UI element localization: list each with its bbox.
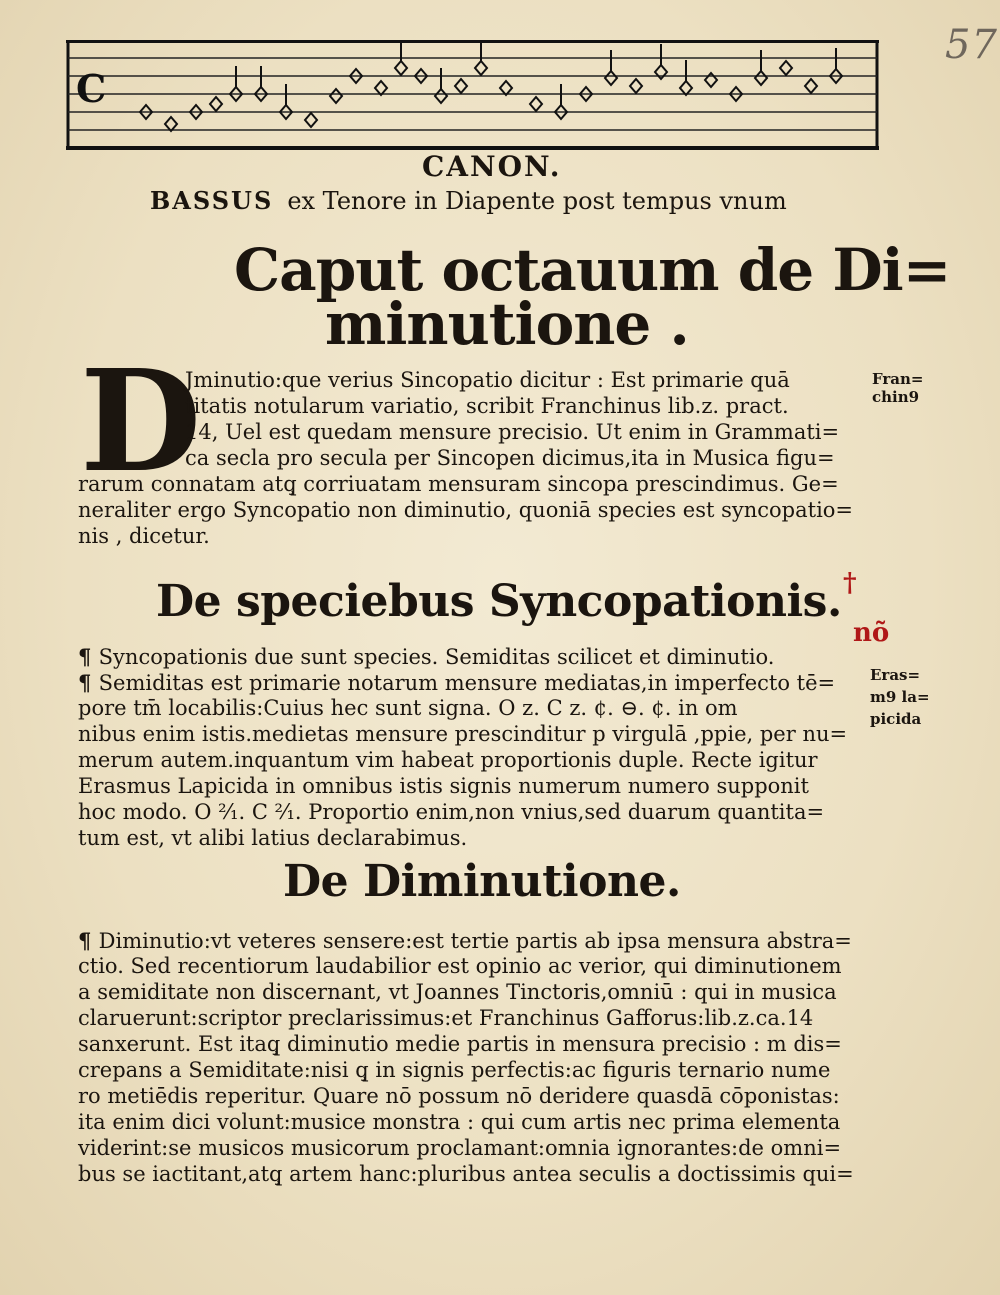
note-diamond: [530, 97, 542, 111]
para3-line: sanxerunt. Est itaq̧ diminutio medie partis in mensura precisio : m dis=: [78, 1032, 842, 1056]
bassus-label: BASSUS: [150, 186, 274, 215]
margin-note-line: chin9: [872, 388, 920, 406]
para1-line: titatis notularum variatio, scribit Franchinus lib.z. pract.: [185, 394, 789, 418]
para2-text: Syncopationis due sunt species. Semiditas scilicet et diminutio.: [98, 645, 775, 669]
note-diamond: [395, 61, 407, 75]
para1-line: nis , dicetur.: [78, 524, 210, 548]
section-heading-diminution: De Diminutione.: [283, 856, 681, 907]
margin-note-line: m9 la=: [870, 688, 930, 706]
note-diamond: [165, 117, 177, 131]
paragraph-mark-icon: ¶: [78, 670, 99, 695]
bassus-line: [150, 186, 787, 215]
note-diamond: [455, 79, 467, 93]
note-diamond: [630, 79, 642, 93]
margin-note-line: Eras=: [870, 666, 921, 684]
para1-line: neraliter ergo Syncopatio non diminutio, quoniā species est syncopatio=: [78, 498, 854, 522]
red-margin-mark: †: [843, 568, 857, 598]
note-diamond: [755, 71, 767, 85]
para2-line: tum est, vt alibi latius declarabimus.: [78, 826, 468, 850]
para3-text: Diminutio:vt veteres sensere:est tertie partis ab ipsa mensura abstra=: [98, 929, 852, 953]
note-diamond: [605, 71, 617, 85]
canon-label: CANON.: [422, 150, 562, 183]
para3-line: ctio. Sed recentiorum laudabilior est opinio ac verior, qui diminutionem: [78, 954, 842, 978]
para1-line: ca secla pro secula per Sincopen dicimus,ita in Musica figu=: [185, 446, 835, 470]
note-diamond: [780, 61, 792, 75]
margin-note-line: picida: [870, 710, 922, 728]
note-diamond: [475, 61, 487, 75]
note-diamond: [210, 97, 222, 111]
note-diamond: [805, 79, 817, 93]
para2-text: Semiditas est primarie notarum mensure mediatas,in imperfecto tē=: [98, 671, 836, 695]
folio-number: 57: [945, 22, 998, 68]
para3-line: viderint:se musicos musicorum proclamant:omnia ignorantes:de omni=: [78, 1136, 842, 1160]
para2-line: Erasmus Lapicida in omnibus istis signis numerum numero supponit: [78, 774, 809, 798]
section-heading-species: De speciebus Syncopationis.: [156, 576, 842, 627]
red-margin-note: nõ: [853, 618, 890, 648]
note-diamond: [500, 81, 512, 95]
bassus-rest: ex Tenore in Diapente post tempus vnum: [287, 187, 787, 215]
note-diamond: [705, 73, 717, 87]
para1-line: rarum connatam atq̧ corriuatam mensuram sincopa prescindimus. Ge=: [78, 472, 839, 496]
svg-text:C: C: [76, 66, 107, 111]
para1-line: Jminutio:que verius Sincopatio dicitur : Est primarie quā: [185, 368, 790, 392]
paragraph-mark-icon: ¶: [78, 644, 99, 669]
para2-line: hoc modo. O ²⁄₁. C ²⁄₁. Proportio enim,non vnius,sed duarum quantita=: [78, 800, 825, 824]
para3-line: crepans a Semiditate:nisi q̧ in signis perfectis:ac figuris ternario nume: [78, 1058, 831, 1082]
para3-line: [78, 930, 852, 952]
chapter-heading-line-1: Caput octauum de Di=: [234, 236, 951, 304]
note-diamond: [680, 81, 692, 95]
note-diamond: [655, 65, 667, 79]
para2-line: [78, 672, 835, 694]
para2-line: [78, 646, 775, 668]
para2-line: nibus enim istis.medietas mensure prescinditur p virgulā ,ppie, per nu=: [78, 722, 848, 746]
note-diamond: [305, 113, 317, 127]
para3-line: a semiditate non discernant, vt Joannes Tinctoris,omniū : qui in musica: [78, 980, 837, 1004]
para3-line: bus se iactitant,atq̧ artem hanc:pluribus antea seculis a doctissimis qui=: [78, 1162, 854, 1186]
chapter-heading-line-2: minutione .: [325, 290, 689, 358]
note-diamond: [330, 89, 342, 103]
para3-line: ro metiēdis reperitur. Quare nō possum nō deridere quasdā cōponistas:: [78, 1084, 840, 1108]
note-diamond: [375, 81, 387, 95]
note-diamond: [435, 89, 447, 103]
paragraph-mark-icon: ¶: [78, 928, 99, 953]
para3-line: claruerunt:scriptor preclarissimus:et Franchinus Gafforus:lib.z.ca.14: [78, 1006, 814, 1030]
para2-line: pore tm̄ locabilis:Cuius hec sunt signa. O z. C z. ¢. ⊖. ¢. in om: [78, 696, 738, 720]
para1-line: 14, Uel est quedam mensure precisio. Ut enim in Grammati=: [185, 420, 840, 444]
para2-line: merum autem.inquantum vim habeat proportionis duple. Recte igitur: [78, 748, 818, 772]
music-staff: [66, 28, 881, 156]
drop-capital: D: [80, 340, 202, 504]
margin-note-line: Fran=: [872, 370, 924, 388]
para3-line: ita enim dici volunt:musice monstra : qui cum artis nec prima elementa: [78, 1110, 841, 1134]
